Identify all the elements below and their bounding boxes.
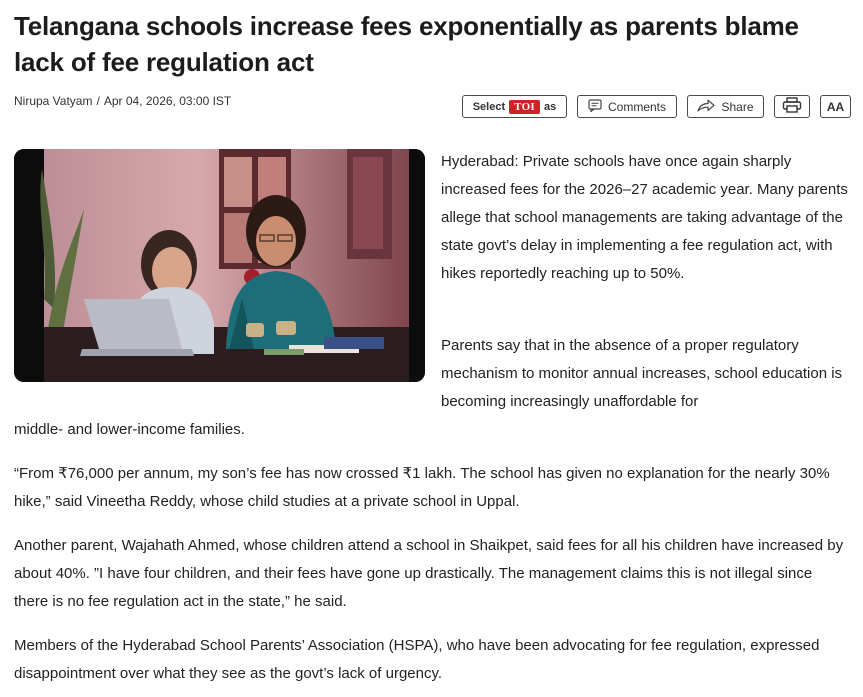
printer-icon <box>782 97 802 116</box>
select-prefix: Select <box>472 100 506 113</box>
share-label: Share <box>721 99 754 114</box>
paragraph-1: Hyderabad: Private schools have once again sharply increased fees for the 2026–27 academic year. Many parents allege that school managements are taking advantage of the state govt’s delay in implementing a fee regulation act, with hikes reportedly reaching up to 50%. <box>441 153 848 282</box>
article-headline: Telangana schools increase fees exponentially as parents blame lack of fee regulation act <box>14 11 799 77</box>
select-toi-preferred-source-button[interactable] <box>462 95 567 118</box>
comment-icon <box>588 99 602 115</box>
paragraph-2-start: Parents say that in the absence of a proper regulatory mechanism to monitor annual increases, school education is becoming increasingly unaffordable for <box>441 337 843 410</box>
paragraph-2-end: middle- and lower-income families. <box>14 421 245 438</box>
print-button[interactable] <box>774 95 810 118</box>
author-name[interactable]: Nirupa Vatyam <box>14 94 93 108</box>
toi-logo: TOI <box>509 100 540 114</box>
paragraph-4: Another parent, Wajahath Ahmed, whose children attend a school in Shaikpet, said fees for all his children have increased by about 40%. ”I have four children, and their fees have gone up drastically. The management claims this is not illegal since there is no fee regulation act in the state,” he said. <box>14 537 844 610</box>
mother-daughter-fees-photo <box>14 149 425 382</box>
publish-date: Apr 04, 2026, 03:00 IST <box>103 94 232 108</box>
byline <box>14 94 231 108</box>
comments-label: Comments <box>607 99 666 114</box>
comments-button[interactable] <box>577 95 677 118</box>
article-hero-image[interactable] <box>14 149 425 382</box>
paragraph-5: Members of the Hyderabad School Parents’ Association (HSPA), who have been advocating for fee regulation, expressed disappointment over what they see as the govt’s lack of urgency. <box>14 637 820 682</box>
font-size-button[interactable]: AA <box>820 95 851 118</box>
share-arrow-icon <box>697 99 715 115</box>
share-button[interactable] <box>687 95 764 118</box>
paragraph-3: “From ₹76,000 per annum, my son’s fee has now crossed ₹1 lakh. The school has given no explanation for the nearly 30% hike,” said Vineetha Reddy, whose child studies at a private school in Uppal. <box>14 465 830 510</box>
byline-separator: / <box>96 94 100 108</box>
select-suffix: as <box>544 100 557 113</box>
